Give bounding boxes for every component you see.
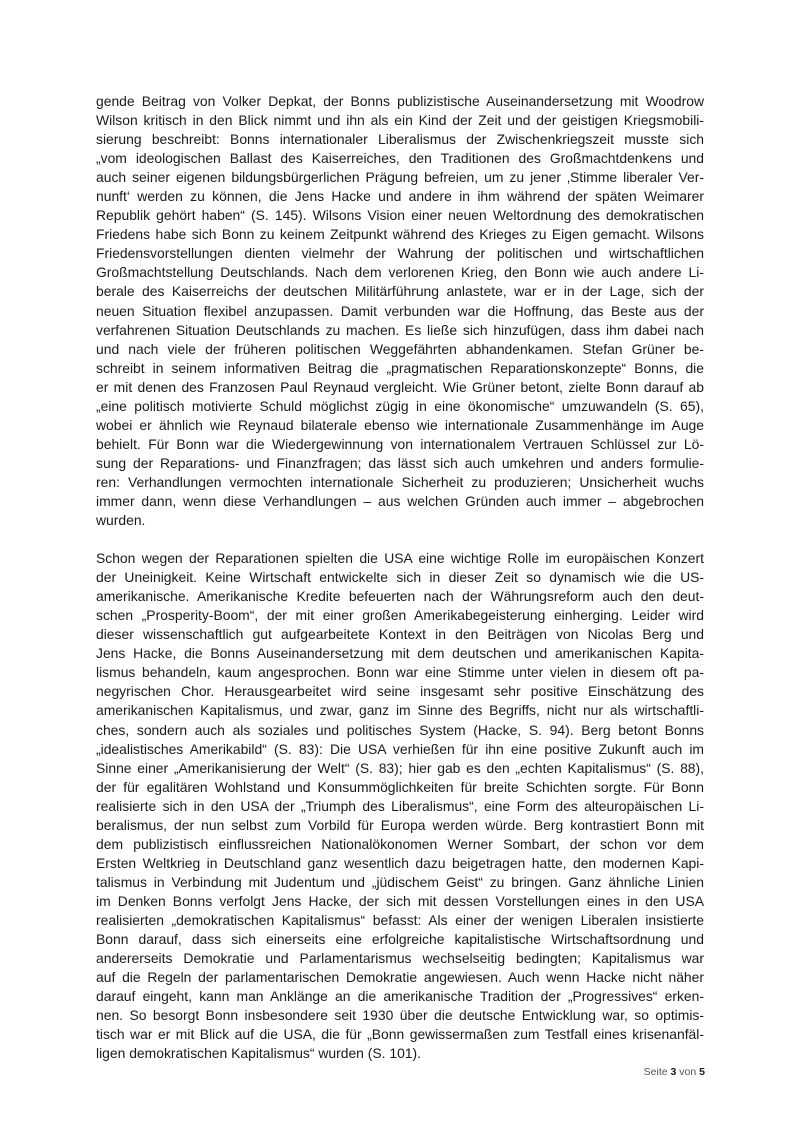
- text-line: behielt. Für Bonn war die Wiedergewinnung von internationalem Vertrauen Schlüssel zur Lö-: [96, 435, 704, 452]
- paragraph: [96, 549, 704, 1063]
- text-line: „eine politisch motivierte Schuld möglichst zügig in eine ökonomische“ umzuwandeln (S. 65),: [96, 397, 704, 414]
- text-line: amerikanischen Kapitalismus, und zwar, ganz im Sinne des Begriffs, nicht nur als wirtschaftli-: [96, 702, 704, 719]
- text-line: tisch war er mit Blick auf die USA, die für „Bonn gewissermaßen zum Testfall eines krisenanfäl-: [96, 1026, 704, 1043]
- text-line: wurden.: [96, 512, 146, 529]
- text-line: ren: Verhandlungen vermochten internationale Sicherheit zu produzieren; Unsicherheit wuchs: [96, 473, 704, 490]
- text-line: Ersten Weltkrieg in Deutschland ganz wesentlich dazu beigetragen hatte, den modernen Kapi-: [96, 854, 704, 871]
- body-text: [96, 92, 704, 1063]
- text-line: Großmachtstellung Deutschlands. Nach dem verlorenen Krieg, den Bonn wie auch andere Li-: [96, 264, 704, 281]
- text-line: negyrischen Chor. Herausgearbeitet wird seine insgesamt sehr positive Einschätzung des: [96, 683, 704, 700]
- text-line: der für egalitären Wohlstand und Konsummöglichkeiten für breite Schichten sorgte. Für Bonn: [96, 778, 704, 795]
- text-line: auf die Regeln der parlamentarischen Demokratie angewiesen. Auch wenn Hacke nicht näher: [96, 969, 704, 986]
- text-line: lismus behandeln, kaum angesprochen. Bonn war eine Stimme unter vielen in diesem oft pa-: [96, 664, 704, 681]
- text-line: Sinne einer „Amerikanisierung der Welt“ (S. 83); hier gab es den „echten Kapitalismus“ (S. 88),: [96, 759, 704, 776]
- text-line: „vom ideologischen Ballast des Kaiserreiches, den Traditionen des Großmachtdenkens und: [96, 150, 704, 167]
- footer-prefix: Seite: [643, 1066, 668, 1078]
- text-line: er mit denen des Franzosen Paul Reynaud vergleicht. Wie Grüner betont, zielte Bonn darauf ab: [96, 378, 704, 395]
- total-page-count: 5: [699, 1066, 705, 1078]
- text-line: amerikanische. Amerikanische Kredite befeuerten nach der Währungsreform auch den deut-: [96, 588, 704, 605]
- text-line: nen. So besorgt Bonn insbesondere seit 1930 über die deutsche Entwicklung war, so optimis-: [96, 1007, 704, 1024]
- current-page-number: 3: [670, 1066, 677, 1078]
- paragraph: [96, 92, 704, 530]
- text-line: ches, sondern auch als soziales und politisches System (Hacke, S. 94). Berg betont Bonns: [96, 721, 704, 738]
- text-line: neuen Situation flexibel anzupassen. Damit verbunden war die Hoffnung, das Beste aus der: [96, 302, 704, 319]
- text-line: „idealistisches Amerikabild“ (S. 83): Die USA verhießen für ihn eine positive Zukunft auch im: [96, 740, 704, 757]
- text-line: Republik gehört haben“ (S. 145). Wilsons Vision einer neuen Weltordnung des demokratischen: [96, 207, 704, 224]
- text-line: Jens Hacke, die Bonns Auseinandersetzung mit dem deutschen und amerikanischen Kapita-: [96, 645, 704, 662]
- text-line: sung der Reparations- und Finanzfragen; das lässt sich auch umkehren und anders formulie-: [96, 454, 704, 471]
- text-line: dieser wissenschaftlich gut aufgearbeitete Kontext in den Beiträgen von Nicolas Berg und: [96, 626, 704, 643]
- text-line: immer dann, wenn diese Verhandlungen – aus welchen Gründen auch immer – abgebrochen: [96, 492, 704, 509]
- text-line: und nach viele der früheren politischen Weggefährten abhandenkamen. Stefan Grüner be-: [96, 340, 704, 357]
- text-line: schreibt in seinem informativen Beitrag die „pragmatischen Reparationskonzepte“ Bonns, die: [96, 359, 704, 376]
- text-line: dem publizistisch einflussreichen Nationalökonomen Werner Sombart, der schon vor dem: [96, 835, 704, 852]
- text-line: auch seiner eigenen bildungsbürgerlichen Prägung befreien, um zu jener ‚Stimme liberaler Ver-: [96, 169, 704, 186]
- page-footer: [560, 1066, 705, 1078]
- text-line: schen „Prosperity-Boom“, der mit einer großen Amerikabegeisterung einherging. Leider wird: [96, 607, 704, 624]
- text-line: berale des Kaiserreichs der deutschen Militärführung anlastete, war er in der Lage, sich der: [96, 283, 704, 300]
- text-line: Wilson kritisch in den Blick nimmt und ihn als ein Kind der Zeit und der geistigen Kriegsmobili-: [96, 112, 704, 129]
- text-line: talismus in Verbindung mit Judentum und „jüdischem Geist“ zu bringen. Ganz ähnliche Linien: [96, 873, 704, 890]
- text-line: realisierte sich in den USA der „Triumph des Liberalismus“, eine Form des alteuropäischen Li-: [96, 797, 704, 814]
- text-line: ligen demokratischen Kapitalismus“ wurden (S. 101).: [96, 1045, 422, 1062]
- text-line: wobei er ähnlich wie Reynaud bilaterale ebenso wie internationale Zusammenhänge im Auge: [96, 416, 704, 433]
- text-line: darauf eingeht, kann man Anklänge an die amerikanische Tradition der „Progressives“ erken-: [96, 988, 704, 1005]
- footer-separator: von: [679, 1066, 697, 1078]
- text-line: im Denken Bonns verfolgt Jens Hacke, der sich mit dessen Vorstellungen eines in den USA: [96, 892, 704, 909]
- text-line: Bonn darauf, dass sich einerseits eine erfolgreiche kapitalistische Wirtschaftsordnung und: [96, 931, 704, 948]
- text-line: andererseits Demokratie und Parlamentarismus wechselseitig bedingten; Kapitalismus war: [96, 950, 704, 967]
- text-line: verfahrenen Situation Deutschlands zu machen. Es ließe sich hinzufügen, dass ihm dabei nach: [96, 321, 704, 338]
- text-line: nunft‘ werden zu können, die Jens Hacke und andere in ihm während der späten Weimarer: [96, 188, 704, 205]
- text-line: Schon wegen der Reparationen spielten die USA eine wichtige Rolle im europäischen Konzert: [96, 550, 704, 567]
- text-line: der Uneinigkeit. Keine Wirtschaft entwickelte sich in dieser Zeit so dynamisch wie die US-: [96, 569, 704, 586]
- text-line: gende Beitrag von Volker Depkat, der Bonns publizistische Auseinandersetzung mit Woodrow: [96, 93, 704, 109]
- text-line: Friedens habe sich Bonn zu keinem Zeitpunkt während des Krieges zu Eigen gemacht. Wilsons: [96, 226, 704, 243]
- text-line: beralismus, der nun selbst zum Vorbild für Europa werden würde. Berg kontrastiert Bonn mit: [96, 816, 704, 833]
- text-line: realisierten „demokratischen Kapitalismus“ befasst: Als einer der wenigen Liberalen insistierte: [96, 911, 704, 928]
- text-line: sierung beschreibt: Bonns internationaler Liberalismus der Zwischenkriegszeit musste sich: [96, 131, 704, 148]
- text-line: Friedensvorstellungen dienten vielmehr der Wahrung der politischen und wirtschaftlichen: [96, 245, 704, 262]
